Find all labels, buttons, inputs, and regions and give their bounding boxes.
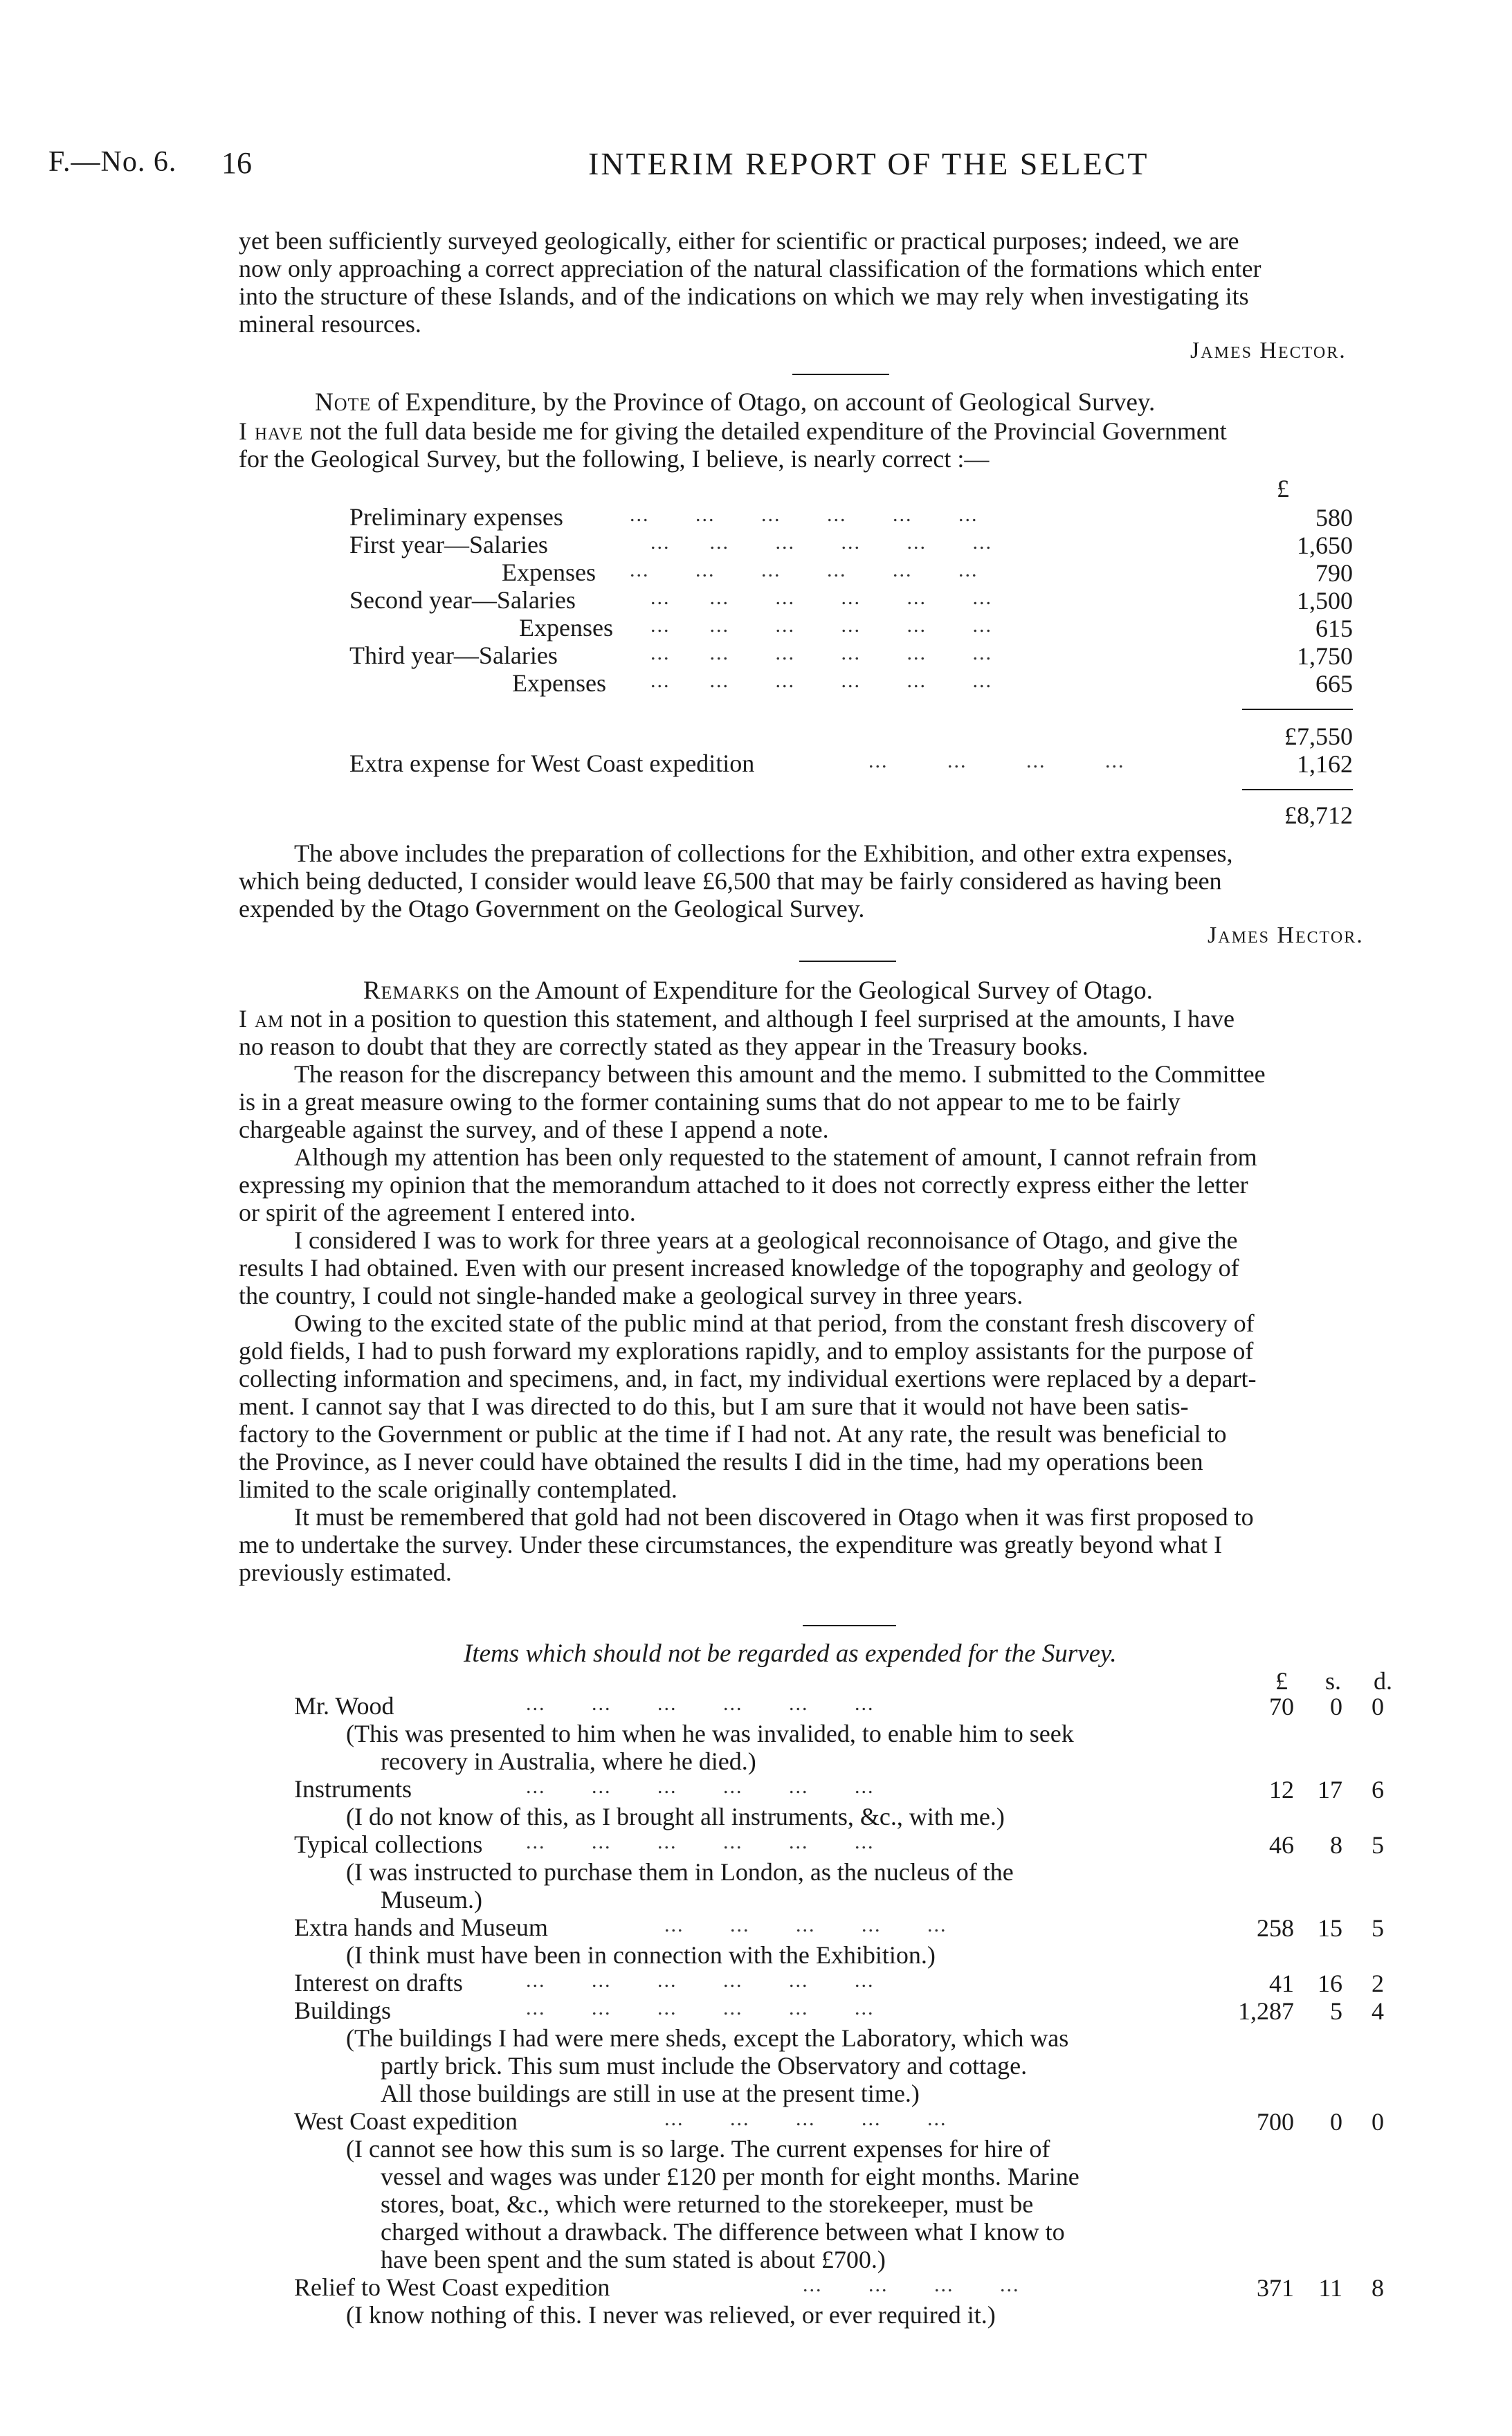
item-note: (The buildings I had were mere sheds, except the Laboratory, which was partly brick. This sum must include the Observatory and cottage. All those buildings are still in use at the present time.): [346, 2024, 1069, 2107]
item-shillings: 0: [1330, 1693, 1342, 1720]
subtotal-amount: £7,550: [1284, 722, 1353, 750]
item-pounds: 12: [1269, 1776, 1294, 1803]
expense-label: Expenses: [519, 614, 613, 642]
item-note: (This was presented to him when he was invalided, to enable him to seek recovery in Australia, where he died.): [346, 1720, 1074, 1775]
leader-dots: ... ... ... ... ...: [664, 2107, 947, 2130]
expense-label: Expenses: [512, 669, 606, 697]
divider: [799, 961, 896, 962]
text-line: expended by the Otago Government on the Geological Survey.: [239, 895, 865, 922]
column-header-pence: d.: [1374, 1667, 1392, 1695]
leader-dots: ... ... ... ... ...: [664, 1914, 947, 1936]
leader-dots: ... ... ... ... ... ...: [526, 1830, 875, 1853]
item-pounds: 1,287: [1238, 1997, 1294, 2025]
remarks-body: I am not in a position to question this statement, and although I feel surprised at the amounts, I have no reason to doubt that they are correctly stated as they appear in the Treasury books. The reason for the discrepancy between this amount and the memo. I submitted to the Committee is in a great measure owing to the former containing sums that do not appear to me to be fairly chargeable against the survey, and of these I append a note. Although my attention has been only requested to the statement of amount, I cannot refrain from expressing my opinion that the memorandum attached to it does not correctly express either the letter or spirit of the agreement I entered into. I considered I was to work for three years at a geological reconnoisance of Otago, and give the results I had obtained. Even with our present increased knowledge of the topography and geology of the country, I could not single-handed make a geological survey in three years. Owing to the excited state of the public mind at that period, from the constant fresh discovery of gold fields, I had to push forward my explorations rapidly, and to employ assistants for the purpose of collecting information and specimens, and, in fact, my individual exertions were replaced by a depart- ment. I cannot say that I was directed to do this, but I am sure that it would not have been satis- factory to the Government or public at the time if I had not. At any rate, the result was beneficial to the Province, as I never could have obtained the results I did in the time, had my operations been limited to the scale originally contemplated. It must be remembered that gold had not been discovered in Otago when it was first proposed to me to undertake the survey. Under these circumstances, the expenditure was greatly beyond what I previously estimated.: [239, 1005, 1266, 1586]
expense-amount: 1,500: [1297, 587, 1353, 615]
item-note: (I think must have been in connection with the Exhibition.): [346, 1941, 936, 1969]
leader-dots: ... ... ... ... ... ...: [630, 503, 978, 526]
item-pounds: 700: [1257, 2108, 1294, 2136]
leader-dots: ... ... ... ... ... ...: [630, 558, 978, 581]
item-shillings: 8: [1330, 1831, 1342, 1859]
item-note: (I know nothing of this. I never was relieved, or ever required it.): [346, 2301, 996, 2329]
page-title: INTERIM REPORT OF THE SELECT: [588, 146, 1149, 181]
note-closing-paragraph: [239, 839, 1477, 922]
expense-label: Extra expense for West Coast expedition: [349, 749, 755, 777]
leader-dots: ... ... ... ... ... ...: [526, 1969, 875, 1992]
expense-label: First year—Salaries: [349, 531, 548, 558]
text-line: The above includes the preparation of collections for the Exhibition, and other extra expenses,: [294, 839, 1233, 867]
expense-label: Expenses: [502, 558, 596, 586]
item-pence: 5: [1372, 1914, 1384, 1942]
leader-dots: ... ... ... ...: [868, 749, 1125, 772]
sum-rule: [1242, 789, 1353, 790]
item-note: (I do not know of this, as I brought all instruments, &c., with me.): [346, 1803, 1005, 1830]
divider: [803, 1625, 896, 1626]
expense-label: Third year—Salaries: [349, 642, 558, 669]
text-line: which being deducted, I consider would leave £6,500 that may be fairly considered as having been: [239, 867, 1222, 895]
expense-amount: 615: [1315, 615, 1353, 642]
total-amount: £8,712: [1284, 801, 1353, 829]
intro-paragraph: [239, 227, 1470, 338]
item-label: Buildings: [294, 1997, 392, 2024]
item-pence: 4: [1372, 1997, 1384, 2025]
item-pence: 6: [1372, 1776, 1384, 1803]
document-reference: F.—No. 6.: [48, 146, 177, 178]
expense-amount: 665: [1315, 670, 1353, 698]
leader-dots: ... ... ... ... ... ...: [526, 1775, 875, 1798]
leader-dots: ... ... ... ... ... ...: [526, 1997, 875, 2019]
item-pence: 5: [1372, 1831, 1384, 1859]
item-shillings: 11: [1318, 2274, 1342, 2302]
expense-amount: 580: [1315, 504, 1353, 531]
item-label: Mr. Wood: [294, 1692, 394, 1720]
item-label: Instruments: [294, 1775, 412, 1803]
item-pounds: 371: [1257, 2274, 1294, 2302]
column-header-shillings: s.: [1325, 1667, 1342, 1695]
table-heading: Items which should not be regarded as expended for the Survey.: [464, 1639, 1117, 1668]
item-pence: 0: [1372, 1693, 1384, 1720]
expense-amount: 790: [1315, 559, 1353, 587]
divider: [792, 374, 889, 375]
page-number: 16: [221, 146, 252, 180]
item-pence: 2: [1372, 1970, 1384, 1997]
leader-dots: ... ... ... ... ... ...: [650, 669, 992, 692]
expense-amount: 1,650: [1297, 531, 1353, 559]
leader-dots: ... ... ... ... ... ...: [650, 531, 992, 554]
leader-dots: ... ... ... ... ... ...: [650, 586, 992, 609]
item-label: West Coast expedition: [294, 2107, 518, 2135]
signature: James Hector.: [1208, 922, 1364, 948]
item-note: (I cannot see how this sum is so large. The current expenses for hire of vessel and wages was under £120 per month for eight months. Marine stores, boat, &c., which were returned to the storekeeper, must be charged without a drawback. The difference between what I know to have been spent and the sum stated is about £700.): [346, 2135, 1080, 2273]
item-pounds: 46: [1269, 1831, 1294, 1859]
leader-dots: ... ... ... ... ... ...: [526, 1692, 875, 1715]
leader-dots: ... ... ... ... ... ...: [650, 614, 992, 637]
item-shillings: 16: [1318, 1970, 1342, 1997]
item-label: Interest on drafts: [294, 1969, 463, 1997]
item-shillings: 5: [1330, 1997, 1342, 2025]
text-line: now only approaching a correct appreciation of the natural classification of the formations which enter: [239, 255, 1261, 282]
currency-header: £: [1277, 475, 1289, 502]
item-label: Extra hands and Museum: [294, 1914, 548, 1941]
signature: James Hector.: [1190, 338, 1347, 363]
leader-dots: ... ... ... ...: [803, 2273, 1020, 2296]
expense-label: Preliminary expenses: [349, 503, 563, 531]
item-pence: 0: [1372, 2108, 1384, 2136]
sum-rule: [1242, 709, 1353, 710]
item-pounds: 41: [1269, 1970, 1294, 1997]
item-shillings: 17: [1318, 1776, 1342, 1803]
item-shillings: 15: [1318, 1914, 1342, 1942]
leader-dots: ... ... ... ... ... ...: [650, 642, 992, 664]
section-heading: Note of Expenditure, by the Province of Otago, on account of Geological Survey.: [315, 388, 1156, 417]
column-header-pounds: £: [1275, 1667, 1288, 1695]
section-heading: Remarks on the Amount of Expenditure for the Geological Survey of Otago.: [363, 976, 1153, 1005]
page-header: [48, 145, 1467, 187]
item-pounds: 258: [1257, 1914, 1294, 1942]
item-label: Typical collections: [294, 1830, 483, 1858]
item-label: Relief to West Coast expedition: [294, 2273, 610, 2301]
item-note: (I was instructed to purchase them in London, as the nucleus of the Museum.): [346, 1858, 1014, 1914]
expense-label: Second year—Salaries: [349, 586, 576, 614]
text-line: into the structure of these Islands, and of the indications on which we may rely when investigating its: [239, 282, 1249, 310]
note-intro-paragraph: I have not the full data beside me for giving the detailed expenditure of the Provincial Government for the Geological Survey, but the following, I believe, is nearly correct :—: [239, 417, 1227, 473]
item-pounds: 70: [1269, 1693, 1294, 1720]
item-pence: 8: [1372, 2274, 1384, 2302]
expense-amount: 1,750: [1297, 642, 1353, 670]
text-line: yet been sufficiently surveyed geologically, either for scientific or practical purposes; indeed, we are: [239, 227, 1239, 255]
expense-amount: 1,162: [1297, 750, 1353, 778]
item-shillings: 0: [1330, 2108, 1342, 2136]
text-line: mineral resources.: [239, 310, 421, 338]
